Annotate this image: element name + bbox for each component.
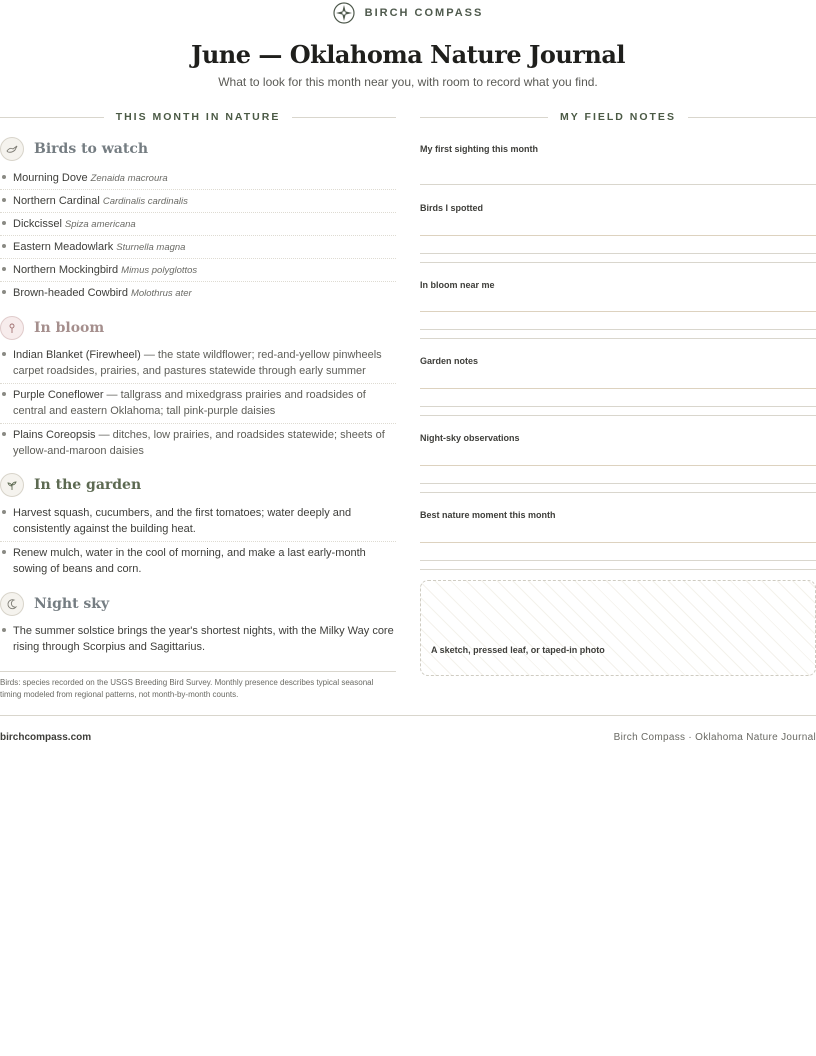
write-line[interactable] (420, 542, 816, 543)
bird-list (0, 167, 396, 305)
list-item (0, 190, 396, 213)
write-line[interactable] (420, 184, 816, 185)
compass-icon (333, 2, 355, 24)
category-title: Birds to watch (34, 141, 149, 157)
field-birds-spotted[interactable] (420, 198, 816, 268)
write-line[interactable] (420, 406, 816, 407)
brand-name: BIRCH COMPASS (364, 7, 484, 19)
divider (0, 117, 104, 118)
field-label: In bloom near me (420, 280, 495, 290)
bird-common-name: Northern Mockingbird (13, 264, 119, 276)
list-item (0, 282, 396, 305)
category-title: In bloom (34, 320, 105, 336)
list-item (0, 213, 396, 236)
category-bloom (0, 316, 396, 340)
bird-scientific-name: Zenaida macroura (90, 173, 168, 184)
write-line[interactable] (420, 235, 816, 236)
brand-header (0, 2, 816, 24)
bloom-description: — tallgrass and mixedgrass prairies and roadsides of central and eastern Oklahoma; tall pink-purple daisies (13, 389, 366, 417)
category-birds (0, 137, 396, 161)
photo-sketch-area[interactable] (420, 580, 816, 676)
bloom-name: Indian Blanket (Firewheel) (13, 349, 141, 361)
section-header-nature (0, 110, 396, 124)
bloom-list (0, 344, 396, 463)
category-title: In the garden (34, 477, 142, 493)
list-item (0, 384, 396, 424)
write-line[interactable] (420, 465, 816, 466)
sprout-icon (0, 473, 24, 497)
write-line[interactable] (420, 483, 816, 484)
moon-icon (0, 592, 24, 616)
list-item (0, 259, 396, 282)
list-item (0, 236, 396, 259)
write-line[interactable] (420, 560, 816, 561)
bird-common-name: Dickcissel (13, 218, 62, 230)
bird-common-name: Mourning Dove (13, 172, 88, 184)
page-subtitle: What to look for this month near you, with room to record what you find. (218, 75, 598, 89)
divider (420, 117, 548, 118)
bird-common-name: Brown-headed Cowbird (13, 287, 128, 299)
bird-scientific-name: Cardinalis cardinalis (102, 196, 188, 207)
field-label: My first sighting this month (420, 144, 538, 154)
bird-scientific-name: Sturnella magna (116, 242, 186, 253)
divider (292, 117, 396, 118)
list-item (0, 424, 396, 463)
flower-icon (0, 316, 24, 340)
night-list (0, 620, 396, 659)
field-first-sighting[interactable] (420, 139, 816, 189)
field-label: Garden notes (420, 356, 479, 366)
write-line[interactable] (420, 262, 816, 263)
field-night-sky[interactable] (420, 428, 816, 498)
list-item: Harvest squash, cucumbers, and the first tomatoes; water deeply and consistently against the building heat. (0, 502, 396, 542)
bloom-name: Purple Coneflower (13, 389, 104, 401)
photo-label: A sketch, pressed leaf, or taped-in photo (431, 645, 605, 655)
footnote: Birds: species recorded on the USGS Breeding Bird Survey. Monthly presence describes typical seasonal timing modeled from regional patterns, not month-by-month counts. (0, 671, 396, 701)
bird-common-name: Northern Cardinal (13, 195, 100, 207)
list-item (0, 167, 396, 190)
write-line[interactable] (420, 329, 816, 330)
write-line[interactable] (420, 253, 816, 254)
section-header-field-notes (420, 110, 816, 124)
list-item: Renew mulch, water in the cool of morning, and make a last early-month sowing of beans and corn. (0, 542, 396, 581)
bloom-name: Plains Coreopsis (13, 429, 96, 441)
write-line[interactable] (420, 338, 816, 339)
footer-site-link[interactable]: birchcompass.com (0, 732, 92, 743)
category-night-sky (0, 592, 396, 616)
write-line[interactable] (420, 492, 816, 493)
bird-scientific-name: Spiza americana (64, 219, 136, 230)
write-line[interactable] (420, 388, 816, 389)
field-in-bloom[interactable] (420, 275, 816, 345)
section-title: MY FIELD NOTES (560, 111, 676, 123)
field-label: Birds I spotted (420, 203, 484, 213)
bird-common-name: Eastern Meadowlark (13, 241, 114, 253)
field-label: Night-sky observations (420, 433, 520, 443)
field-label: Best nature moment this month (420, 510, 556, 520)
bloom-description: — the state wildflower; red-and-yellow pinwheels carpet roadsides, prairies, and pastures statewide through early summer (13, 349, 382, 377)
page-title: June — Oklahoma Nature Journal (190, 40, 626, 69)
bird-scientific-name: Molothrus ater (130, 288, 192, 299)
footer-divider (0, 715, 816, 716)
bloom-description: — ditches, low prairies, and roadsides statewide; sheets of yellow-and-maroon daisies (13, 429, 385, 457)
footer-credit: Birch Compass · Oklahoma Nature Journal (613, 732, 816, 743)
field-best-moment[interactable] (420, 505, 816, 575)
field-garden-notes[interactable] (420, 351, 816, 421)
bird-icon (0, 137, 24, 161)
section-title: THIS MONTH IN NATURE (115, 111, 281, 123)
write-line[interactable] (420, 569, 816, 570)
divider (688, 117, 816, 118)
garden-list (0, 502, 396, 581)
write-line[interactable] (420, 415, 816, 416)
bird-scientific-name: Mimus polyglottos (121, 265, 198, 276)
list-item (0, 344, 396, 384)
list-item: The summer solstice brings the year's shortest nights, with the Milky Way core rising through Scorpius and Sagittarius. (0, 620, 396, 659)
category-title: Night sky (34, 596, 110, 612)
category-garden (0, 473, 396, 497)
write-line[interactable] (420, 311, 816, 312)
